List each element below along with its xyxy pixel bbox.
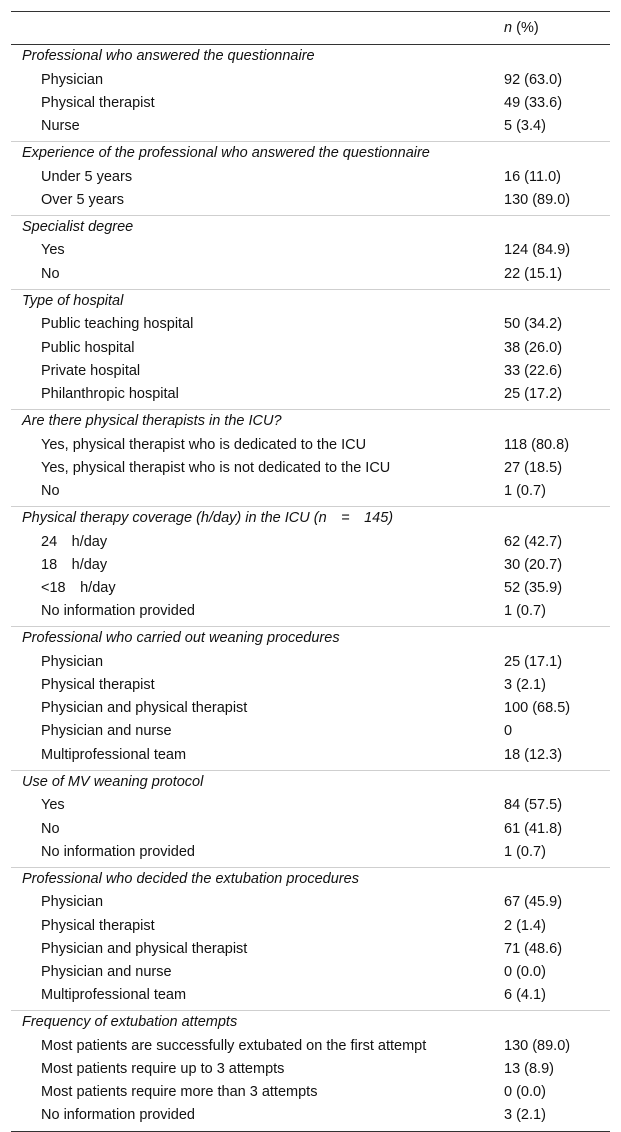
table-row — [11, 480, 610, 503]
table-row — [11, 891, 610, 914]
section-title: Professional who answered the questionnaire — [22, 48, 315, 64]
column-header-n-percent — [504, 19, 539, 37]
row-label: Multiprofessional team — [41, 987, 187, 1004]
header-n: n — [504, 20, 513, 36]
row-label: Private hospital — [41, 362, 141, 379]
table-row — [11, 915, 610, 938]
table-row — [11, 938, 610, 961]
section-title: Professional who carried out weaning procedures — [22, 630, 340, 647]
row-value: 30 (20.7) — [504, 556, 563, 573]
table-row — [11, 1058, 610, 1081]
row-label: Physician — [41, 71, 104, 88]
row-label: Philanthropic hospital — [41, 385, 179, 402]
row-value: 100 (68.5) — [504, 700, 571, 717]
row-value: 0 (0.0) — [504, 963, 546, 980]
table-section — [11, 289, 610, 409]
table-row — [11, 434, 610, 457]
row-value: 27 (18.5) — [504, 459, 563, 476]
row-value: 18 (12.3) — [504, 746, 563, 763]
table-row — [11, 457, 610, 480]
section-title: Are there physical therapists in the ICU? — [22, 413, 282, 430]
table-row — [11, 674, 610, 697]
row-value: 124 (84.9) — [504, 242, 571, 259]
row-label: Physician and physical therapist — [41, 940, 248, 957]
table-section — [11, 770, 610, 867]
table-row — [11, 984, 610, 1007]
row-value: 25 (17.1) — [504, 653, 563, 670]
table-row — [11, 1081, 610, 1104]
row-value: 3 (2.1) — [504, 677, 546, 694]
row-label: Nurse — [41, 117, 80, 134]
row-value: 33 (22.6) — [504, 362, 563, 379]
row-value: 62 (42.7) — [504, 533, 563, 550]
data-table — [11, 11, 610, 1132]
row-label: No information provided — [41, 1107, 195, 1124]
section-title: Specialist degree — [22, 218, 134, 235]
row-value: 2 (1.4) — [504, 917, 546, 934]
table-section — [11, 141, 610, 215]
row-value: 1 (0.7) — [504, 843, 546, 860]
row-label: Physical therapist — [41, 94, 155, 111]
row-label: Physician and nurse — [41, 723, 172, 740]
row-label: Yes — [41, 797, 65, 814]
row-label: Under 5 years — [41, 168, 133, 185]
row-label: Public teaching hospital — [41, 316, 194, 333]
row-label: Most patients are successfully extubated on the first attempt — [41, 1037, 427, 1054]
row-value: 6 (4.1) — [504, 987, 546, 1004]
row-value: 84 (57.5) — [504, 797, 563, 814]
table-row — [11, 961, 610, 984]
row-value: 1 (0.7) — [504, 603, 546, 620]
table-row — [11, 1035, 610, 1058]
table-row — [11, 115, 610, 138]
table-row — [11, 1104, 610, 1127]
row-value: 130 (89.0) — [504, 1037, 571, 1054]
row-value: 67 (45.9) — [504, 894, 563, 911]
table-row — [11, 720, 610, 743]
table-section — [11, 867, 610, 1010]
row-label: Physical therapist — [41, 917, 155, 934]
row-label: Physician — [41, 653, 104, 670]
section-title: Type of hospital — [22, 292, 124, 309]
row-value: 49 (33.6) — [504, 94, 563, 111]
row-value: 5 (3.4) — [504, 117, 546, 134]
row-label: Physician — [41, 894, 104, 911]
row-label: 18 h/day — [41, 556, 108, 573]
row-value: 22 (15.1) — [504, 265, 563, 282]
table-row — [11, 794, 610, 817]
table-row — [11, 554, 610, 577]
row-value: 130 (89.0) — [504, 191, 571, 208]
row-value: 1 (0.7) — [504, 482, 546, 499]
table-row — [11, 337, 610, 360]
section-title: Frequency of extubation attempts — [22, 1014, 238, 1031]
table-row — [11, 239, 610, 262]
table-row — [11, 841, 610, 864]
table-section — [11, 1010, 610, 1130]
section-title: Experience of the professional who answered the questionnaire — [22, 145, 430, 162]
row-value: 71 (48.6) — [504, 940, 563, 957]
table-row — [11, 531, 610, 554]
row-value: 25 (17.2) — [504, 385, 563, 402]
row-label: Yes, physical therapist who is dedicated to the ICU — [41, 436, 367, 453]
row-value: 118 (80.8) — [504, 436, 570, 453]
table-row — [11, 577, 610, 600]
table-row — [11, 651, 610, 674]
row-value: 13 (8.9) — [504, 1061, 554, 1077]
table-row — [11, 166, 610, 189]
table-section — [11, 506, 610, 626]
table-header — [11, 12, 610, 45]
row-label: Over 5 years — [41, 191, 124, 208]
table-body — [11, 45, 610, 1131]
row-label: Physical therapist — [41, 677, 155, 694]
row-label: Public hospital — [41, 339, 135, 356]
table-row — [11, 818, 610, 841]
table-section — [11, 215, 610, 289]
row-value: 52 (35.9) — [504, 580, 563, 596]
table-row — [11, 263, 610, 286]
row-label: No information provided — [41, 603, 195, 620]
table-row — [11, 92, 610, 115]
row-value: 61 (41.8) — [504, 820, 563, 837]
row-value: 50 (34.2) — [504, 316, 563, 333]
table-section — [11, 409, 610, 506]
row-label: Most patients require more than 3 attempts — [41, 1084, 318, 1101]
row-label: No — [41, 482, 60, 499]
header-percent: (%) — [516, 20, 539, 36]
table-section — [11, 626, 610, 769]
table-section — [11, 45, 610, 141]
row-label: <18 h/day — [41, 580, 116, 596]
row-label: No — [41, 265, 60, 282]
row-label: Physician and nurse — [41, 963, 172, 980]
row-label: Yes — [41, 242, 65, 259]
row-label: No information provided — [41, 843, 195, 860]
table-row — [11, 69, 610, 92]
row-value: 3 (2.1) — [504, 1107, 546, 1124]
row-label: Most patients require up to 3 attempts — [41, 1061, 285, 1077]
row-value: 0 — [504, 723, 513, 740]
table-row — [11, 383, 610, 406]
table-row — [11, 697, 610, 720]
row-value: 0 (0.0) — [504, 1084, 546, 1101]
section-title: Physical therapy coverage (h/day) in the ICU (n = 145) — [22, 510, 394, 527]
table-row — [11, 189, 610, 212]
row-value: 16 (11.0) — [504, 168, 561, 185]
row-label: 24 h/day — [41, 533, 108, 550]
row-label: Multiprofessional team — [41, 746, 187, 763]
row-label: No — [41, 820, 60, 837]
table-row — [11, 744, 610, 767]
row-label: Yes, physical therapist who is not dedicated to the ICU — [41, 459, 391, 476]
row-value: 38 (26.0) — [504, 339, 563, 356]
section-title: Professional who decided the extubation procedures — [22, 870, 359, 887]
row-value: 92 (63.0) — [504, 71, 563, 88]
row-label: Physician and physical therapist — [41, 700, 248, 717]
table-row — [11, 313, 610, 336]
section-title: Use of MV weaning protocol — [22, 773, 204, 790]
table-row — [11, 600, 610, 623]
table-row — [11, 360, 610, 383]
